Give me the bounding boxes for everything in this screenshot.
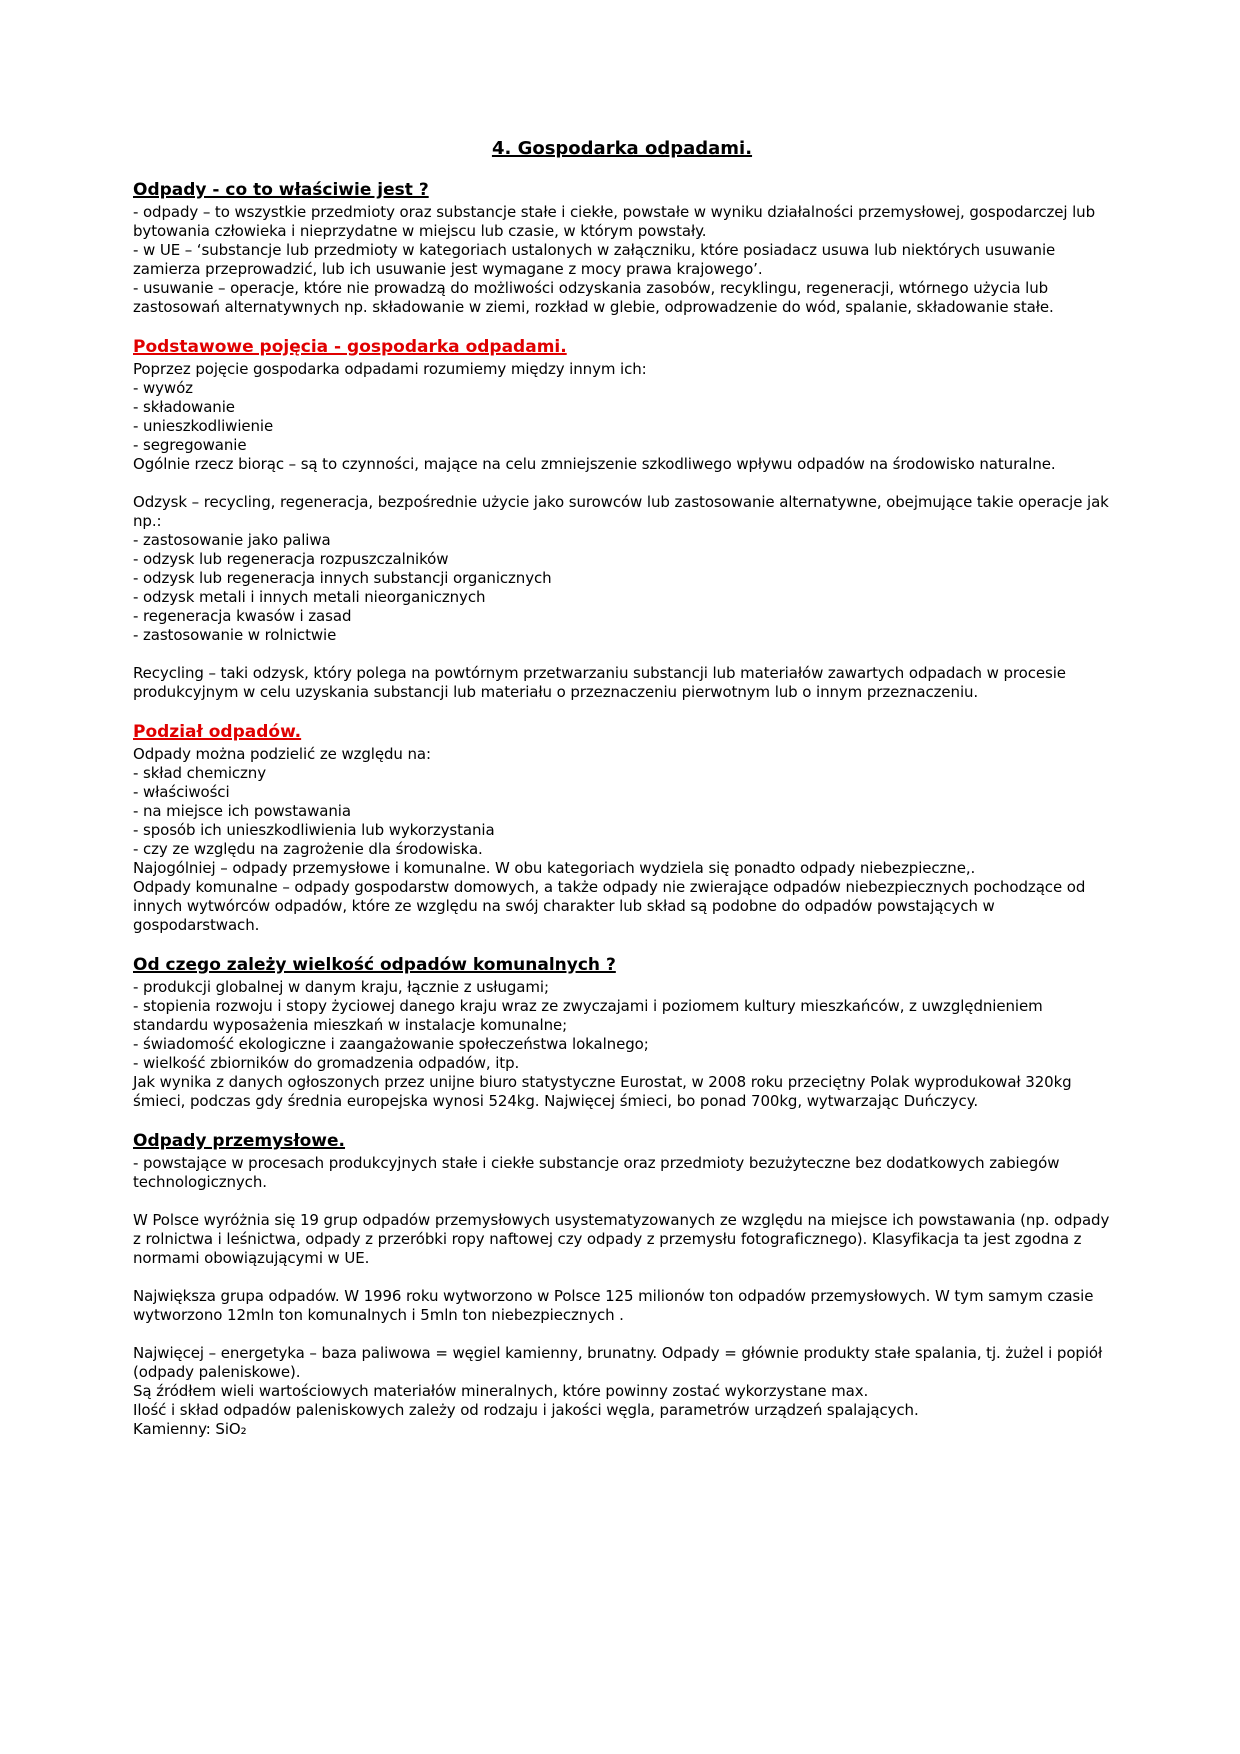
- section-podzial-odpadow: [133, 721, 1111, 935]
- paragraph: Najwięcej – energetyka – baza paliwowa = węgiel kamienny, brunatny. Odpady = głównie produkty stałe spalania, tj. żużel i popiół (odpady paleniskowe).: [133, 1344, 1103, 1381]
- section-heading-podzial-odpadow: Podział odpadów.: [133, 722, 302, 742]
- paragraph: - odzysk lub regeneracja rozpuszczalników: [133, 550, 449, 568]
- section-odpady-przemyslowe: [133, 1130, 1111, 1439]
- section-body-wielkosc-odpadow-komunalnych: [133, 978, 1111, 1111]
- paragraph: - unieszkodliwienie: [133, 417, 274, 435]
- paragraph: - sposób ich unieszkodliwienia lub wykorzystania: [133, 821, 495, 839]
- paragraph: [133, 1325, 1111, 1344]
- paragraph: [133, 1192, 1111, 1211]
- paragraph: - regeneracja kwasów i zasad: [133, 607, 352, 625]
- document-title: 4. Gospodarka odpadami.: [491, 138, 753, 159]
- section-heading-podstawowe-pojecia: Podstawowe pojęcia - gospodarka odpadami.: [133, 337, 567, 357]
- paragraph: [133, 474, 1111, 493]
- paragraph: - segregowanie: [133, 436, 247, 454]
- paragraph: Najogólniej – odpady przemysłowe i komunalne. W obu kategoriach wydziela się ponadto odpady niebezpieczne,.: [133, 859, 976, 877]
- paragraph: - skład chemiczny: [133, 764, 266, 782]
- paragraph: - składowanie: [133, 398, 235, 416]
- paragraph: Kamienny: SiO₂: [133, 1420, 247, 1438]
- document-content: [133, 138, 1111, 1439]
- paragraph: Odzysk – recycling, regeneracja, bezpośrednie użycie jako surowców lub zastosowanie alternatywne, obejmujące takie operacje jak np.:: [133, 493, 1109, 530]
- paragraph: [133, 1268, 1111, 1287]
- paragraph: Są źródłem wieli wartościowych materiałów mineralnych, które powinny zostać wykorzystane max.: [133, 1382, 869, 1400]
- paragraph: Poprzez pojęcie gospodarka odpadami rozumiemy między innym ich:: [133, 360, 647, 378]
- section-body-odpady-definicja: [133, 203, 1111, 317]
- section-odpady-definicja: [133, 179, 1111, 317]
- paragraph: - wywóz: [133, 379, 193, 397]
- paragraph: - produkcji globalnej w danym kraju, łącznie z usługami;: [133, 978, 549, 996]
- paragraph: Największa grupa odpadów. W 1996 roku wytworzono w Polsce 125 milionów ton odpadów przemysłowych. W tym samym czasie wytworzono 12mln ton komunalnych i 5mln ton niebezpiecznych .: [133, 1287, 1094, 1324]
- section-podstawowe-pojecia: [133, 336, 1111, 702]
- paragraph: - świadomość ekologiczne i zaangażowanie społeczeństwa lokalnego;: [133, 1035, 649, 1053]
- paragraph: - powstające w procesach produkcyjnych stałe i ciekłe substancje oraz przedmioty bezużyteczne bez dodatkowych zabiegów technologicznych.: [133, 1154, 1060, 1191]
- paragraph: Ilość i skład odpadów paleniskowych zależy od rodzaju i jakości węgla, parametrów urządzeń spalających.: [133, 1401, 919, 1419]
- paragraph: - usuwanie – operacje, które nie prowadzą do możliwości odzyskania zasobów, recyklingu, regeneracji, wtórnego użycia lub zastosowań alternatywnych np. składowanie w ziemi, rozkład w glebie, odprowadzenie do wód, spalanie, składowanie stałe.: [133, 279, 1054, 316]
- section-wielkosc-odpadow-komunalnych: [133, 954, 1111, 1111]
- section-body-podstawowe-pojecia: [133, 360, 1111, 702]
- section-heading-odpady-definicja: Odpady - co to właściwie jest ?: [133, 180, 429, 200]
- paragraph: Odpady komunalne – odpady gospodarstw domowych, a także odpady nie zwierające odpadów niebezpiecznych pochodzące od innych wytwórców odpadów, które ze względu na swój charakter lub skład są podobne do odpadów powstających w gospodarstwach.: [133, 878, 1086, 934]
- paragraph: - odzysk metali i innych metali nieorganicznych: [133, 588, 486, 606]
- paragraph: - odzysk lub regeneracja innych substancji organicznych: [133, 569, 552, 587]
- paragraph: Jak wynika z danych ogłoszonych przez unijne biuro statystyczne Eurostat, w 2008 roku przeciętny Polak wyprodukował 320kg śmieci, podczas gdy średnia europejska wynosi 524kg. Najwięcej śmieci, bo ponad 700kg, wytwarzając Duńczycy.: [133, 1073, 1072, 1110]
- paragraph: - na miejsce ich powstawania: [133, 802, 351, 820]
- paragraph: - właściwości: [133, 783, 230, 801]
- paragraph: Ogólnie rzecz biorąc – są to czynności, mające na celu zmniejszenie szkodliwego wpływu odpadów na środowisko naturalne.: [133, 455, 1056, 473]
- paragraph: - zastosowanie jako paliwa: [133, 531, 331, 549]
- paragraph: - wielkość zbiorników do gromadzenia odpadów, itp.: [133, 1054, 520, 1072]
- paragraph: [133, 645, 1111, 664]
- section-heading-odpady-przemyslowe: Odpady przemysłowe.: [133, 1131, 346, 1151]
- paragraph: W Polsce wyróżnia się 19 grup odpadów przemysłowych usystematyzowanych ze względu na miejsce ich powstawania (np. odpady z rolnictwa i leśnictwa, odpady z przeróbki ropy naftowej czy odpady z przemysłu fotograficznego). Klasyfikacja ta jest zgodna z normami obowiązującymi w UE.: [133, 1211, 1110, 1267]
- paragraph: - stopienia rozwoju i stopy życiowej danego kraju wraz ze zwyczajami i poziomem kultury mieszkańców, z uwzględnieniem standardu wyposażenia mieszkań w instalacje komunalne;: [133, 997, 1043, 1034]
- paragraph: Recycling – taki odzysk, który polega na powtórnym przetwarzaniu substancji lub materiałów zawartych odpadach w procesie produkcyjnym w celu uzyskania substancji lub materiału o przeznaczeniu pierwotnym lub o innym przeznaczeniu.: [133, 664, 1066, 701]
- section-body-odpady-przemyslowe: [133, 1154, 1111, 1439]
- section-heading-wielkosc-odpadow-komunalnych: Od czego zależy wielkość odpadów komunalnych ?: [133, 955, 616, 975]
- section-body-podzial-odpadow: [133, 745, 1111, 935]
- paragraph: - zastosowanie w rolnictwie: [133, 626, 337, 644]
- paragraph: - odpady – to wszystkie przedmioty oraz substancje stałe i ciekłe, powstałe w wyniku działalności przemysłowej, gospodarczej lub bytowania człowieka i nieprzydatne w miejscu lub czasie, w którym powstały.: [133, 203, 1096, 240]
- paragraph: Odpady można podzielić ze względu na:: [133, 745, 431, 763]
- paragraph: - w UE – ‘substancje lub przedmioty w kategoriach ustalonych w załączniku, które posiadacz usuwa lub niektórych usuwanie zamierza przeprowadzić, lub ich usuwanie jest wymagane z mocy prawa krajowego’.: [133, 241, 1056, 278]
- paragraph: - czy ze względu na zagrożenie dla środowiska.: [133, 840, 483, 858]
